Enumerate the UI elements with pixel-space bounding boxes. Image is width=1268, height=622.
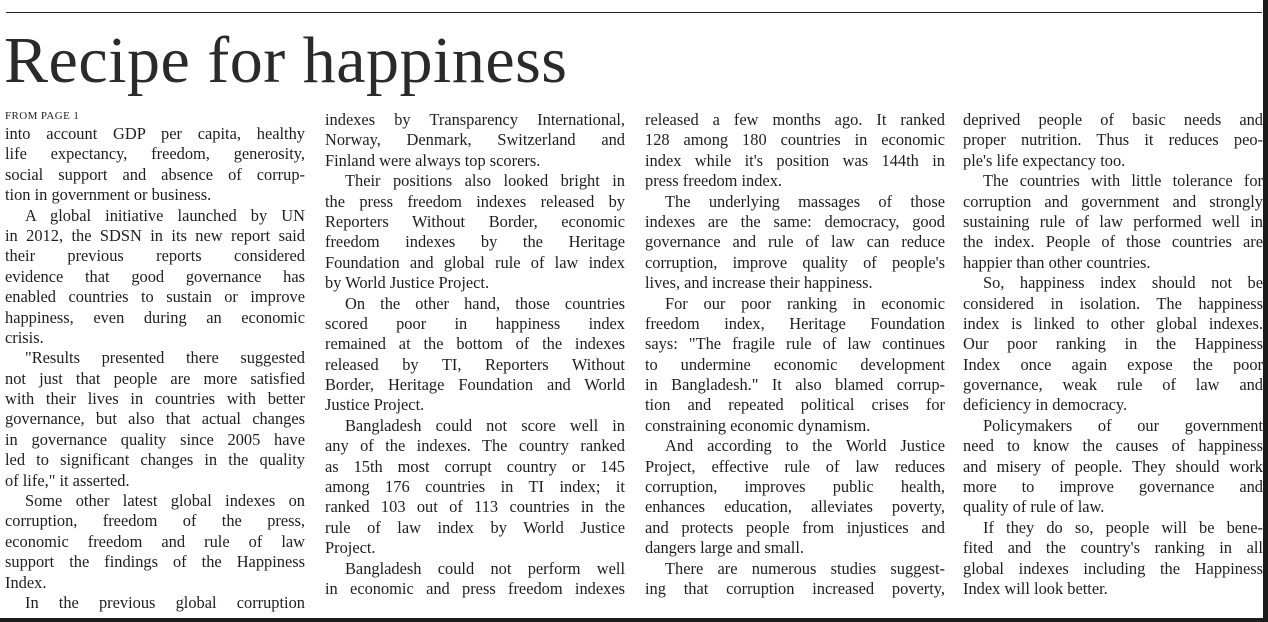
- text-line: happiness, even during an economic: [5, 307, 305, 327]
- text-line: any of the indexes. The country ranked: [325, 436, 625, 456]
- headline: Recipe for happiness: [4, 24, 568, 97]
- text-line: with their lives in countries with better: [5, 389, 305, 409]
- article-column-3: [645, 110, 945, 599]
- text-line: deficiency in democracy.: [963, 395, 1128, 415]
- text-line: led to significant changes in the quality: [5, 450, 305, 470]
- text-line: released by TI, Reporters Without: [325, 354, 625, 374]
- text-line: Policymakers of our government: [983, 415, 1263, 435]
- text-line: as 15th most corrupt country or 145: [325, 456, 625, 476]
- text-line: the index. People of those countries are: [963, 232, 1263, 252]
- text-line: indexes are the same: democracy, good: [645, 211, 945, 231]
- text-line: Project, effective rule of law reduces: [645, 456, 945, 476]
- text-line: Border, Heritage Foundation and World: [325, 375, 625, 395]
- text-line: tion in government or business.: [5, 185, 212, 205]
- text-line: There are numerous studies suggest-: [665, 558, 945, 578]
- text-line: support the findings of the Happiness: [5, 552, 305, 572]
- text-line: remained at the bottom of the indexes: [325, 334, 625, 354]
- text-line: life expectancy, freedom, generosity,: [5, 144, 305, 164]
- text-line: to undermine economic development: [645, 354, 945, 374]
- text-line: index is linked to other global indexes.: [963, 313, 1263, 333]
- text-line: constraining economic dynamism.: [645, 415, 871, 435]
- text-line: index while it's position was 144th in: [645, 150, 945, 170]
- text-line: crisis.: [5, 327, 44, 347]
- text-line: by World Justice Project.: [325, 273, 490, 293]
- text-line: enhances education, alleviates poverty,: [645, 497, 945, 517]
- text-line: in governance quality since 2005 have: [5, 429, 305, 449]
- text-line: 128 among 180 countries in economic: [645, 130, 945, 150]
- article-column-1: [5, 109, 305, 613]
- text-line: corruption, improves public health,: [645, 477, 945, 497]
- text-line: fited and the country's ranking in all: [963, 538, 1263, 558]
- text-line: Index.: [5, 572, 47, 592]
- text-line: freedom indexes by the Heritage: [325, 232, 625, 252]
- article-column-2: [325, 110, 625, 599]
- text-line: Index will look better.: [963, 578, 1108, 598]
- text-line: not just that people are more satisfied: [5, 368, 305, 388]
- text-line: The countries with little tolerance for: [983, 171, 1263, 191]
- text-line: considered in isolation. The happiness: [963, 293, 1263, 313]
- text-line: evidence that good governance has: [5, 266, 305, 286]
- text-line: Their positions also looked bright in: [345, 171, 625, 191]
- page-edge-right: [1263, 0, 1268, 622]
- text-line: happier than other countries.: [963, 252, 1151, 272]
- text-line: corruption and government and strongly: [963, 191, 1263, 211]
- text-line: lives, and increase their happiness.: [645, 273, 873, 293]
- text-line: among 176 countries in TI index; it: [325, 477, 625, 497]
- text-line: ranked 103 out of 113 countries in the: [325, 497, 625, 517]
- text-line: in 2012, the SDSN in its new report said: [5, 225, 305, 245]
- text-line: On the other hand, those countries: [345, 293, 625, 313]
- text-line: their previous reports considered: [5, 246, 305, 266]
- text-line: In the previous global corruption: [25, 592, 305, 612]
- page-edge-bottom: [0, 618, 1268, 622]
- text-line: governance, weak rule of law and: [963, 375, 1263, 395]
- text-line: If they do so, people will be bene-: [983, 517, 1263, 537]
- text-line: and protects people from injustices and: [645, 517, 945, 537]
- text-line: indexes by Transparency International,: [325, 110, 625, 129]
- text-line: proper nutrition. Thus it reduces peo-: [963, 130, 1263, 150]
- text-line: the press freedom indexes released by: [325, 191, 625, 211]
- text-line: and misery of people. They should work: [963, 456, 1263, 476]
- text-line: says: "The fragile rule of law continues: [645, 334, 945, 354]
- text-line: governance, but also that actual changes: [5, 409, 305, 429]
- text-line: Justice Project.: [325, 395, 425, 415]
- text-line: economic freedom and rule of law: [5, 531, 305, 551]
- text-line: For our poor ranking in economic: [665, 293, 945, 313]
- text-line: "Results presented there suggested: [25, 348, 305, 368]
- text-line: tion and repeated political crises for: [645, 395, 945, 415]
- top-rule: [6, 12, 1262, 13]
- text-line: Norway, Denmark, Switzerland and: [325, 130, 625, 150]
- text-line: in economic and press freedom indexes: [325, 578, 625, 598]
- text-line: quality of rule of law.: [963, 497, 1105, 517]
- text-line: Some other latest global indexes on: [25, 491, 305, 511]
- text-line: Bangladesh could not perform well: [345, 558, 625, 578]
- text-line: rule of law index by World Justice: [325, 517, 625, 537]
- text-line: need to know the causes of happiness: [963, 436, 1263, 456]
- kicker: FROM PAGE 1: [5, 110, 80, 122]
- text-line: The underlying massages of those: [665, 191, 945, 211]
- text-line: Index once again expose the poor: [963, 354, 1263, 374]
- text-line: Foundation and global rule of law index: [325, 252, 625, 272]
- text-line: And according to the World Justice: [665, 436, 945, 456]
- text-line: Project.: [325, 538, 376, 558]
- text-line: Our poor ranking in the Happiness: [963, 334, 1263, 354]
- text-line: more to improve governance and: [963, 477, 1263, 497]
- text-line: governance and rule of law can reduce: [645, 232, 945, 252]
- text-line: deprived people of basic needs and: [963, 110, 1263, 129]
- text-line: corruption, freedom of the press,: [5, 511, 305, 531]
- text-line: Reporters Without Border, economic: [325, 211, 625, 231]
- text-line: scored poor in happiness index: [325, 313, 625, 333]
- text-line: Finland were always top scorers.: [325, 150, 541, 170]
- text-line: press freedom index.: [645, 171, 782, 191]
- article-column-4: [963, 110, 1263, 599]
- text-line: ple's life expectancy too.: [963, 150, 1126, 170]
- text-line: of life," it asserted.: [5, 470, 130, 490]
- text-line: enabled countries to sustain or improve: [5, 287, 305, 307]
- text-line: A global initiative launched by UN: [25, 205, 305, 225]
- text-line: So, happiness index should not be: [983, 273, 1263, 293]
- text-line: in Bangladesh." It also blamed corrup-: [645, 375, 945, 395]
- text-line: freedom index, Heritage Foundation: [645, 313, 945, 333]
- text-line: Bangladesh could not score well in: [345, 415, 625, 435]
- text-line: corruption, improve quality of people's: [645, 252, 945, 272]
- text-line: into account GDP per capita, healthy: [5, 124, 305, 143]
- text-line: sustaining rule of law performed well in: [963, 211, 1263, 231]
- text-line: global indexes including the Happiness: [963, 558, 1263, 578]
- text-line: dangers large and small.: [645, 538, 805, 558]
- text-line: social support and absence of corrup-: [5, 164, 305, 184]
- text-line: released a few months ago. It ranked: [645, 110, 945, 129]
- text-line: ing that corruption increased poverty,: [645, 578, 945, 598]
